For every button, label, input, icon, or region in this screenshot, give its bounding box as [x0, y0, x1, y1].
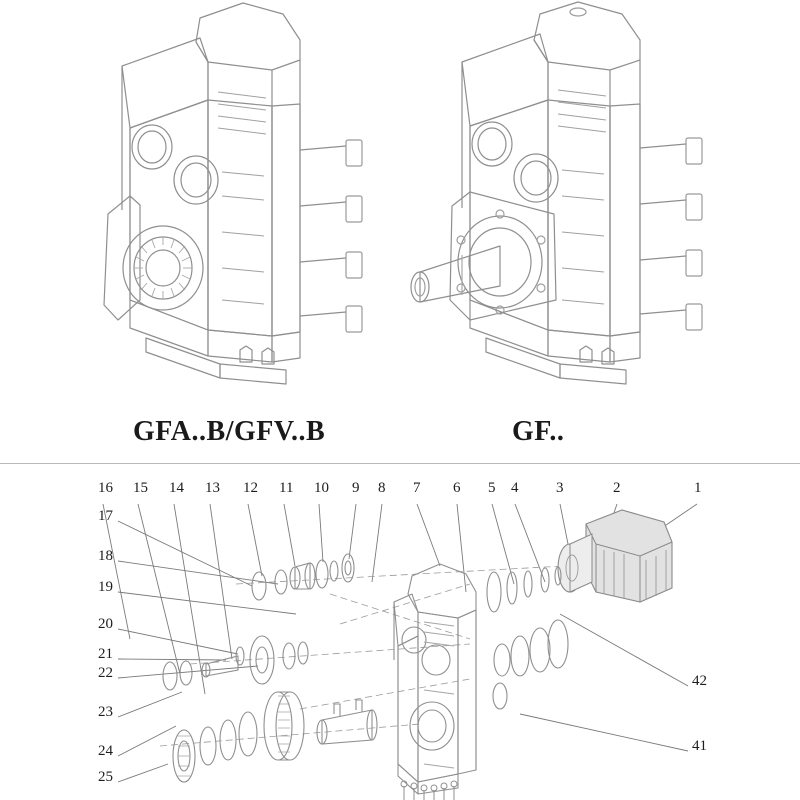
gearbox-left-drawing — [104, 3, 362, 384]
callout-13: 13 — [205, 480, 220, 496]
callout-7: 7 — [413, 480, 421, 496]
callout-21: 21 — [98, 646, 113, 662]
callout-3: 3 — [556, 480, 564, 496]
callout-2: 2 — [613, 480, 621, 496]
bearing-parts-right — [487, 567, 568, 709]
callout-24: 24 — [98, 743, 113, 759]
motor-adapter-part — [558, 510, 672, 602]
callout-1: 1 — [694, 480, 702, 496]
callout-16: 16 — [98, 480, 113, 496]
callout-41: 41 — [692, 738, 707, 754]
callout-17: 17 — [98, 508, 113, 524]
exploded-view — [0, 464, 800, 800]
callout-11: 11 — [279, 480, 294, 496]
housing-part — [394, 564, 476, 794]
exploded-parts-drawing — [0, 464, 800, 800]
callout-42: 42 — [692, 673, 707, 689]
caption-gf: GF.. — [512, 416, 565, 447]
callout-25: 25 — [98, 769, 113, 785]
callout-4: 4 — [511, 480, 519, 496]
bolt-parts — [401, 781, 457, 800]
callout-15: 15 — [133, 480, 148, 496]
callout-5: 5 — [488, 480, 496, 496]
callout-10: 10 — [314, 480, 329, 496]
callout-6: 6 — [453, 480, 461, 496]
gearbox-right-drawing — [411, 2, 702, 384]
callout-23: 23 — [98, 704, 113, 720]
gear-shaft-lower — [173, 692, 377, 782]
callout-14: 14 — [169, 480, 184, 496]
caption-gfab-gfvb: GFA..B/GFV..B — [133, 416, 326, 447]
callout-12: 12 — [243, 480, 258, 496]
callout-22: 22 — [98, 665, 113, 681]
callout-18: 18 — [98, 548, 113, 564]
small-parts-upper — [252, 554, 354, 600]
callout-9: 9 — [352, 480, 360, 496]
callout-8: 8 — [378, 480, 386, 496]
callout-20: 20 — [98, 616, 113, 632]
gear-shaft-middle — [163, 636, 308, 690]
callout-19: 19 — [98, 579, 113, 595]
